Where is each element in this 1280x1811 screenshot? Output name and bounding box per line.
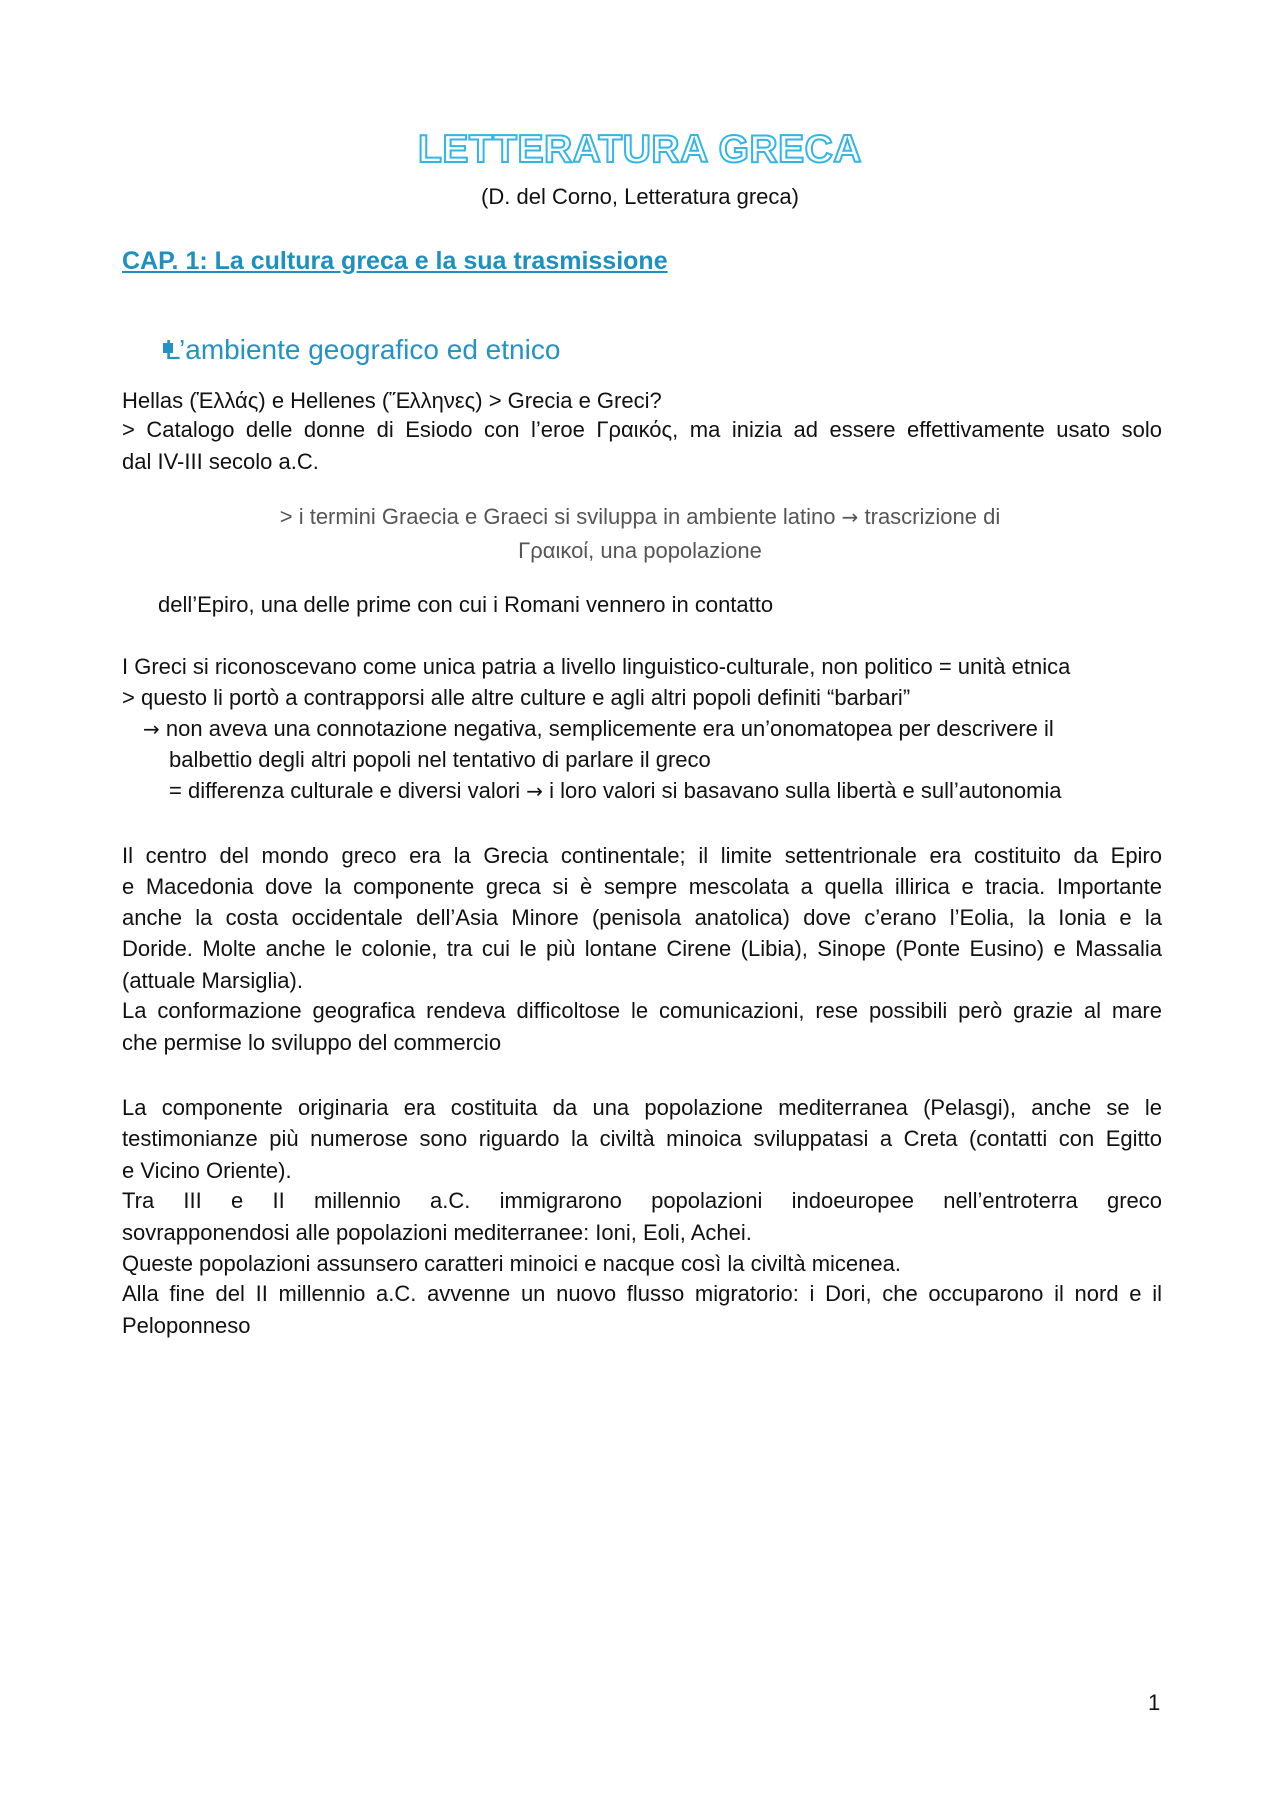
document-subtitle: (D. del Corno, Letteratura greca) — [481, 184, 799, 209]
paragraph-line: Tra III e II millennio a.C. immigrarono popolazioni indoeuropee nell’entroterra greco — [122, 1188, 1162, 1213]
paragraph-line: anche la costa occidentale dell’Asia Minore (penisola anatolica) dove c’erano l’Eolia, la Ionia e la — [122, 905, 1162, 930]
right-arrow-icon: → — [526, 779, 544, 803]
paragraph-line: dal IV-III secolo a.C. — [122, 449, 319, 474]
paragraph-line: Hellas (Ἑλλάς) e Hellenes (Ἕλληνες) > Grecia e Greci? — [122, 388, 662, 413]
paragraph-line: e Macedonia dove la componente greca si è sempre mescolata a quella illirica e tracia. Importante — [122, 874, 1162, 899]
page-number: 1 — [1148, 1690, 1161, 1715]
paragraph-line: → non aveva una connotazione negativa, semplicemente era un’onomatopea per descrivere il — [143, 716, 1054, 741]
paragraph-line: (attuale Marsiglia). — [122, 968, 303, 993]
right-arrow-icon: → — [143, 717, 160, 741]
paragraph-line: sovrapponendosi alle popolazioni mediterranee: Ioni, Eoli, Achei. — [122, 1220, 752, 1245]
paragraph-line: Peloponneso — [122, 1313, 251, 1338]
quote-text: > i termini Graecia e Graeci si sviluppa in ambiente latino — [279, 504, 842, 529]
right-arrow-icon: → — [841, 505, 859, 529]
paragraph-line: e Vicino Oriente). — [122, 1158, 292, 1183]
indented-quote — [150, 504, 1130, 530]
document-title: LETTERATURA GRECA — [418, 128, 862, 171]
paragraph-line: > questo li portò a contrapporsi alle altre culture e agli altri popoli definiti “barbari” — [122, 685, 911, 710]
paragraph-line: La conformazione geografica rendeva difficoltose le comunicazioni, rese possibili però grazie al mare — [122, 998, 1162, 1023]
paragraph-line: Doride. Molte anche le colonie, tra cui le più lontane Cirene (Libia), Sinope (Ponte Eusino) e Massalia — [122, 936, 1162, 961]
paragraph-line: La componente originaria era costituita da una popolazione mediterranea (Pelasgi), anche se le — [122, 1095, 1162, 1120]
quote-text: Γραικοί, una popolazione — [518, 538, 762, 563]
paragraph-line: Queste popolazioni assunsero caratteri minoici e nacque così la civiltà micenea. — [122, 1251, 901, 1276]
chapter-heading: CAP. 1: La cultura greca e la sua trasmissione — [122, 247, 668, 275]
paragraph-line: testimonianze più numerose sono riguardo la civiltà minoica sviluppatasi a Creta (contatti con Egitto — [122, 1126, 1162, 1151]
paragraph-line: che permise lo sviluppo del commercio — [122, 1030, 502, 1055]
paragraph-line: balbettio degli altri popoli nel tentativo di parlare il greco — [169, 747, 711, 772]
paragraph-line: = differenza culturale e diversi valori → i loro valori si basavano sulla libertà e sull’autonomia — [169, 778, 1062, 803]
section-heading: L’ambiente geografico ed etnico — [165, 334, 561, 365]
paragraph-line: dell’Epiro, una delle prime con cui i Romani vennero in contatto — [158, 592, 774, 617]
paragraph-line: I Greci si riconoscevano come unica patria a livello linguistico-culturale, non politico = unità etnica — [122, 654, 1071, 679]
paragraph-line: Alla fine del II millennio a.C. avvenne un nuovo flusso migratorio: i Dori, che occuparono il nord e il — [122, 1281, 1162, 1306]
paragraph-line: Il centro del mondo greco era la Grecia continentale; il limite settentrionale era costituito da Epiro — [122, 843, 1162, 868]
paragraph-line: > Catalogo delle donne di Esiodo con l’eroe Γραικός, ma inizia ad essere effettivamente usato solo — [122, 417, 1162, 442]
quote-text: trascrizione di — [858, 504, 1001, 529]
